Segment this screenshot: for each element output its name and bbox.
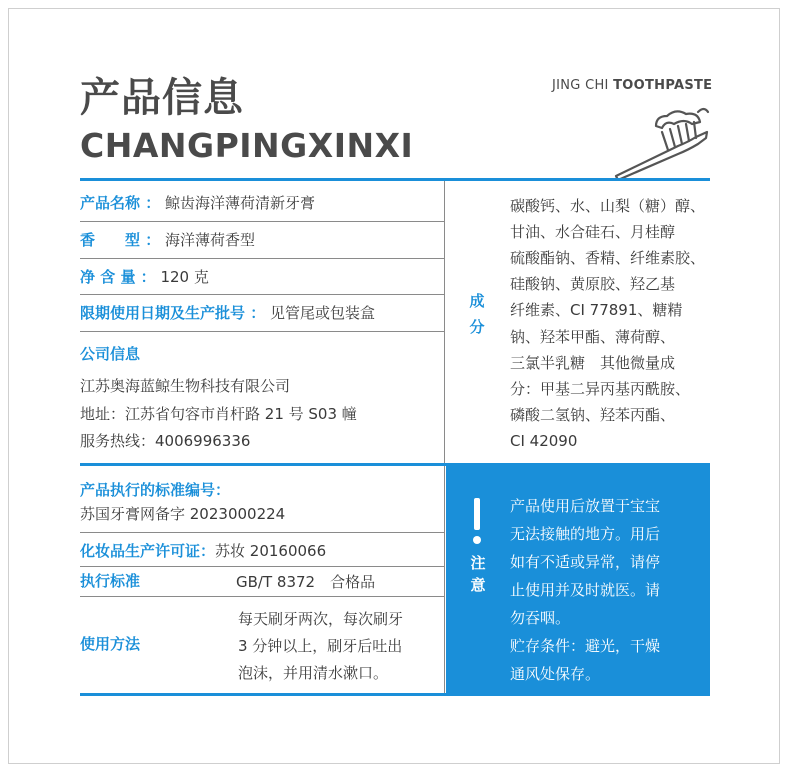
ingredient-line: 钠、羟苯甲酯、薄荷醇、: [510, 327, 676, 346]
standard-no-label: 产品执行的标准编号：: [80, 481, 231, 499]
usage-line: 每天刷牙两次，每次刷牙: [238, 610, 404, 628]
product-name-row: [80, 193, 315, 213]
toothbrush-icon: [612, 104, 712, 180]
weight-value: 120 克: [160, 268, 209, 286]
license-label: 化妆品生产许可证：: [80, 542, 216, 560]
brand-label: [552, 78, 712, 93]
notice-line: 如有不适或异常，请停: [510, 553, 661, 571]
ingredients-label: 成分: [469, 292, 485, 336]
company-label: 公司信息: [80, 345, 141, 363]
ingredient-line: 硫酸酯钠、香精、纤维素胶、: [510, 249, 706, 268]
standard-no-value: 苏国牙膏网备字 2023000224: [80, 505, 286, 523]
company-name: 江苏奥海蓝鲸生物科技有限公司: [80, 377, 291, 395]
weight-label: 净 含 量 ：: [80, 268, 156, 286]
exec-standard-label: 执行标准: [80, 572, 141, 590]
row-divider: [80, 566, 444, 567]
page-title-en: CHANGPINGXINXI: [80, 126, 414, 165]
exclamation-icon: [474, 498, 480, 530]
brand-prefix: JING CHI: [552, 78, 614, 93]
ingredient-line: CI 42090: [510, 431, 578, 450]
expiry-row: [80, 303, 375, 323]
usage-line: 泡沫，并用清水漱口。: [238, 664, 389, 682]
expiry-label: 限期使用日期及生产批号 ：: [80, 304, 266, 322]
company-address: 地址：江苏省句容市肖杆路 21 号 S03 幢: [80, 405, 357, 423]
top-divider: [80, 178, 710, 181]
row-divider: [80, 221, 444, 222]
ingredient-line: 纤维素、CI 77891、糖精: [510, 301, 683, 320]
weight-row: [80, 267, 209, 287]
ingredient-line: 三氯半乳糖 其他微量成: [510, 353, 676, 372]
page-title-cn: 产品信息: [80, 75, 244, 121]
row-divider: [80, 294, 444, 295]
notice-label: 注意: [470, 554, 486, 594]
column-divider-bottom: [444, 466, 445, 693]
exec-standard-value: GB/T 8372 合格品: [236, 573, 376, 591]
notice-line: 产品使用后放置于宝宝: [510, 497, 661, 515]
expiry-value: 见管尾或包装盒: [270, 304, 376, 322]
ingredient-line: 硅酸钠、黄原胶、羟乙基: [510, 275, 676, 294]
notice-line: 无法接触的地方。用后: [510, 525, 661, 543]
row-divider: [80, 331, 444, 332]
row-divider: [80, 258, 444, 259]
ingredient-line: 甘油、水合硅石、月桂醇: [510, 223, 676, 242]
notice-line: 通风处保存。: [510, 665, 601, 683]
company-hotline: 服务热线：4006996336: [80, 432, 251, 450]
notice-line: 贮存条件：避光，干燥: [510, 637, 661, 655]
column-divider-top: [444, 181, 445, 463]
license-value: 苏妆 20160066: [215, 542, 327, 560]
ingredient-line: 分：甲基二异丙基丙酰胺、: [510, 379, 691, 398]
ingredient-line: 磷酸二氢钠、羟苯丙酯、: [510, 405, 676, 424]
ingredient-line: 碳酸钙、水、山梨（糖）醇、: [510, 197, 706, 215]
flavor-label: 香 型 ：: [80, 231, 161, 249]
usage-label: 使用方法: [80, 635, 141, 653]
notice-line: 止使用并及时就医。请: [510, 581, 661, 599]
exclamation-icon-dot: [473, 536, 481, 544]
notice-panel: [446, 466, 710, 695]
flavor-value: 海洋薄荷香型: [165, 231, 256, 249]
notice-line: 勿吞咽。: [510, 609, 571, 627]
product-name-value: 鲸齿海洋薄荷清新牙膏: [165, 194, 316, 212]
row-divider: [80, 532, 444, 533]
row-divider: [80, 596, 444, 597]
flavor-row: [80, 230, 255, 250]
product-name-label: 产品名称 ：: [80, 194, 161, 212]
brand-bold: TOOTHPASTE: [613, 78, 713, 93]
usage-line: 3 分钟以上，刷牙后吐出: [238, 637, 403, 655]
license-row: [80, 541, 326, 561]
